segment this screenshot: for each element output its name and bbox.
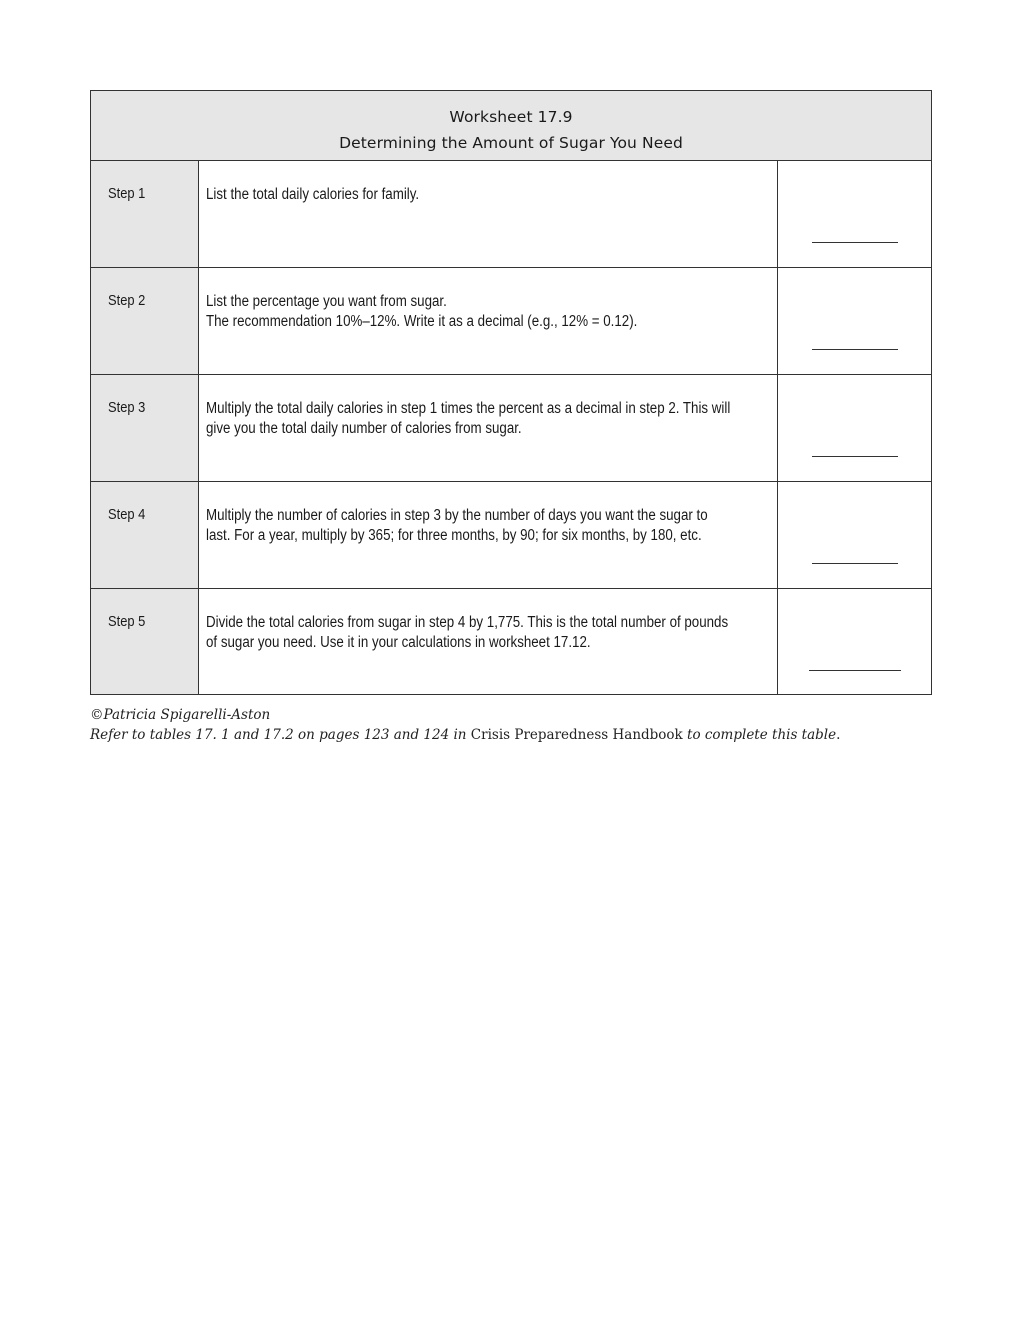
- step-label: Step 1: [108, 185, 146, 202]
- reference-note-prefix: Refer to tables 17. 1 and 17.2 on pages 123 and 124 in: [90, 727, 471, 743]
- step-description: [199, 482, 778, 588]
- step-label: Step 3: [108, 399, 146, 416]
- step-row: [91, 482, 931, 589]
- step-description-line: give you the total daily number of calories from sugar.: [206, 420, 522, 437]
- worksheet-subtitle: Determining the Amount of Sugar You Need: [339, 134, 683, 152]
- step-description-line: Multiply the total daily calories in step 1 times the percent as a decimal in step 2. This will: [206, 400, 731, 417]
- step-row: [91, 589, 931, 694]
- step-description-line: List the total daily calories for family.: [206, 186, 420, 203]
- worksheet-header: [91, 91, 931, 161]
- step-answer-cell: [778, 375, 931, 481]
- step-label: Step 2: [108, 292, 146, 309]
- step-row: [91, 375, 931, 482]
- step-description-line: Divide the total calories from sugar in step 4 by 1,775. This is the total number of pounds: [206, 614, 729, 631]
- step-label-cell: [91, 482, 199, 588]
- step-description-line: last. For a year, multiply by 365; for three months, by 90; for six months, by 180, etc.: [206, 527, 702, 544]
- answer-blank[interactable]: [812, 456, 898, 457]
- worksheet-title: Worksheet 17.9: [449, 108, 573, 126]
- step-label-cell: [91, 589, 199, 694]
- step-label-cell: [91, 375, 199, 481]
- step-description: [199, 268, 778, 374]
- step-answer-cell: [778, 161, 931, 267]
- step-description: [199, 375, 778, 481]
- step-label-cell: [91, 161, 199, 267]
- answer-blank[interactable]: [812, 349, 898, 350]
- footer-notes: [90, 705, 840, 745]
- step-answer-cell: [778, 482, 931, 588]
- step-answer-cell: [778, 589, 931, 694]
- step-row: [91, 161, 931, 268]
- copyright-line: ©Patricia Spigarelli-Aston: [90, 707, 271, 723]
- step-description-line: of sugar you need. Use it in your calculations in worksheet 17.12.: [206, 634, 591, 651]
- reference-note-suffix: to complete this table: [682, 727, 837, 743]
- step-row: [91, 268, 931, 375]
- step-description: [199, 589, 778, 694]
- reference-note: [90, 725, 840, 745]
- answer-blank[interactable]: [809, 670, 901, 671]
- step-description-line: List the percentage you want from sugar.: [206, 293, 447, 310]
- worksheet-table: [90, 90, 932, 695]
- step-label: Step 4: [108, 506, 146, 523]
- step-answer-cell: [778, 268, 931, 374]
- step-description: [199, 161, 778, 267]
- step-description-line: Multiply the number of calories in step 3 by the number of days you want the sugar to: [206, 507, 708, 524]
- answer-blank[interactable]: [812, 242, 898, 243]
- answer-blank[interactable]: [812, 563, 898, 564]
- step-label: Step 5: [108, 613, 146, 630]
- reference-note-end: .: [836, 727, 841, 743]
- step-label-cell: [91, 268, 199, 374]
- book-title: Crisis Preparedness Handbook: [470, 727, 683, 743]
- step-description-line: The recommendation 10%–12%. Write it as a decimal (e.g., 12% = 0.12).: [206, 313, 638, 330]
